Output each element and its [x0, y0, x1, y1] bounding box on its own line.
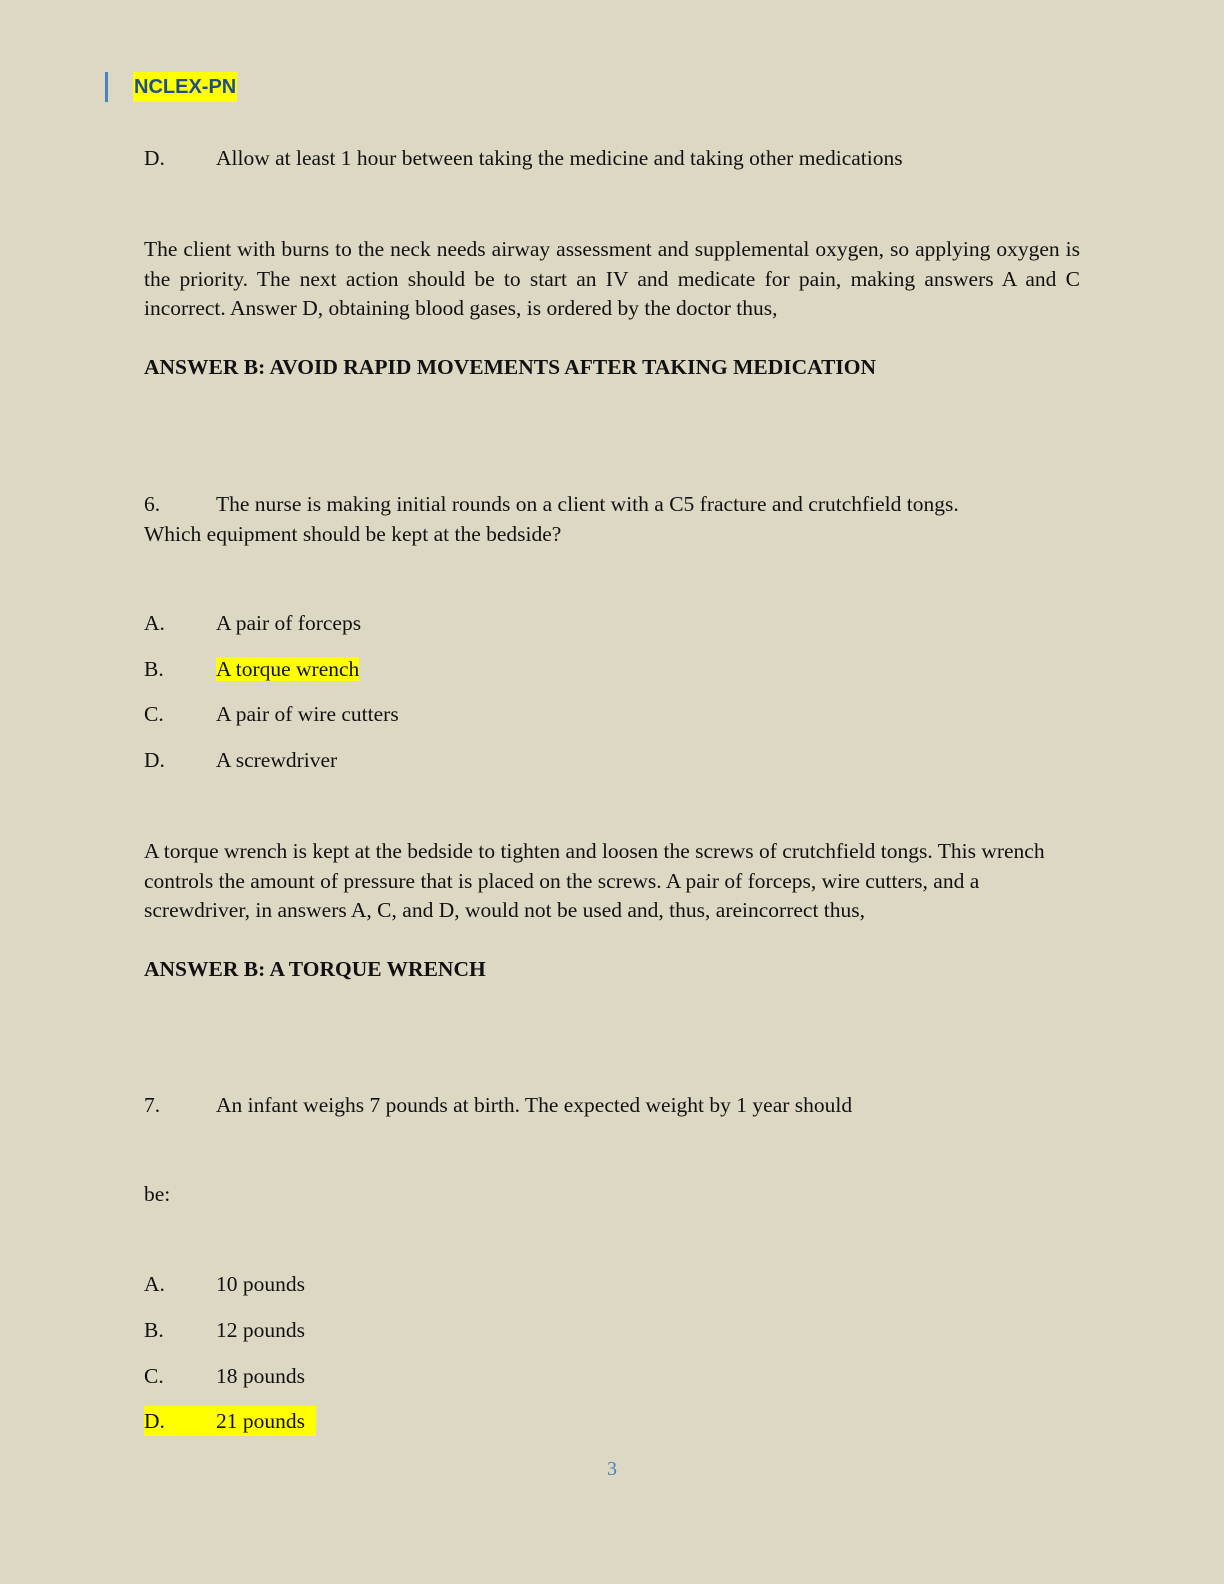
question-6-stem-line2: Which equipment should be kept at the bedside? [144, 522, 562, 546]
question-6-rationale-paragraph: A torque wrench is kept at the bedside to tighten and loosen the screws of crutchfield tongs. This wrench controls the amount of pressure that is placed on the screws. A pair of forceps, wire cutters, and a screwdriver, in answers A, C, and D, would not be used and, thus, areincorrect thus, [144, 839, 1045, 922]
question-6-option-c-text: A pair of wire cutters [216, 702, 399, 726]
document-header-title: NCLEX-PN [133, 72, 237, 102]
question-7-option-d-text: 21 pounds [216, 1409, 305, 1433]
question-7-option-b-text: 12 pounds [216, 1318, 305, 1342]
question-7-option-b-letter: B. [144, 1318, 164, 1342]
prev-option-d-text: Allow at least 1 hour between taking the medicine and taking other medications [216, 146, 903, 170]
question-7-option-c-text: 18 pounds [216, 1364, 305, 1388]
question-7-option-c-letter: C. [144, 1364, 164, 1388]
question-7-number: 7. [144, 1093, 161, 1117]
prev-answer-line: ANSWER B: AVOID RAPID MOVEMENTS AFTER TAKING MEDICATION [144, 355, 877, 379]
question-6-option-a-text: A pair of forceps [216, 611, 362, 635]
question-7-stem-line2: be: [144, 1182, 171, 1206]
question-6-stem-line1: The nurse is making initial rounds on a client with a C5 fracture and crutchfield tongs. [216, 492, 959, 516]
question-6-option-b-text [216, 654, 359, 684]
question-6-option-b-highlight: A torque wrench [216, 657, 360, 681]
question-7-stem-line1: An infant weighs 7 pounds at birth. The expected weight by 1 year should [216, 1093, 853, 1117]
question-7-option-a-text: 10 pounds [216, 1272, 305, 1296]
question-6-option-a-letter: A. [144, 611, 165, 635]
header-accent-bar [105, 72, 108, 102]
question-7-option-a-letter: A. [144, 1272, 165, 1296]
question-6-option-b-letter: B. [144, 657, 164, 681]
question-6-option-c-letter: C. [144, 702, 164, 726]
question-6-option-d-letter: D. [144, 748, 165, 772]
prev-option-d-letter: D. [144, 146, 165, 170]
prev-rationale-paragraph: The client with burns to the neck needs airway assessment and supplemental oxygen, so applying oxygen is the priority. The next action should be to start an IV and medicate for pain, making answers A and C incorrect. Answer D, obtaining blood gases, is ordered by the doctor thus, [144, 237, 1080, 320]
page-number: 3 [607, 1458, 617, 1480]
question-6-answer-line: ANSWER B: A TORQUE WRENCH [144, 957, 486, 981]
question-6-number: 6. [144, 492, 161, 516]
question-6-option-d-text: A screwdriver [216, 748, 338, 772]
question-7-option-d-letter: D. [144, 1409, 165, 1433]
